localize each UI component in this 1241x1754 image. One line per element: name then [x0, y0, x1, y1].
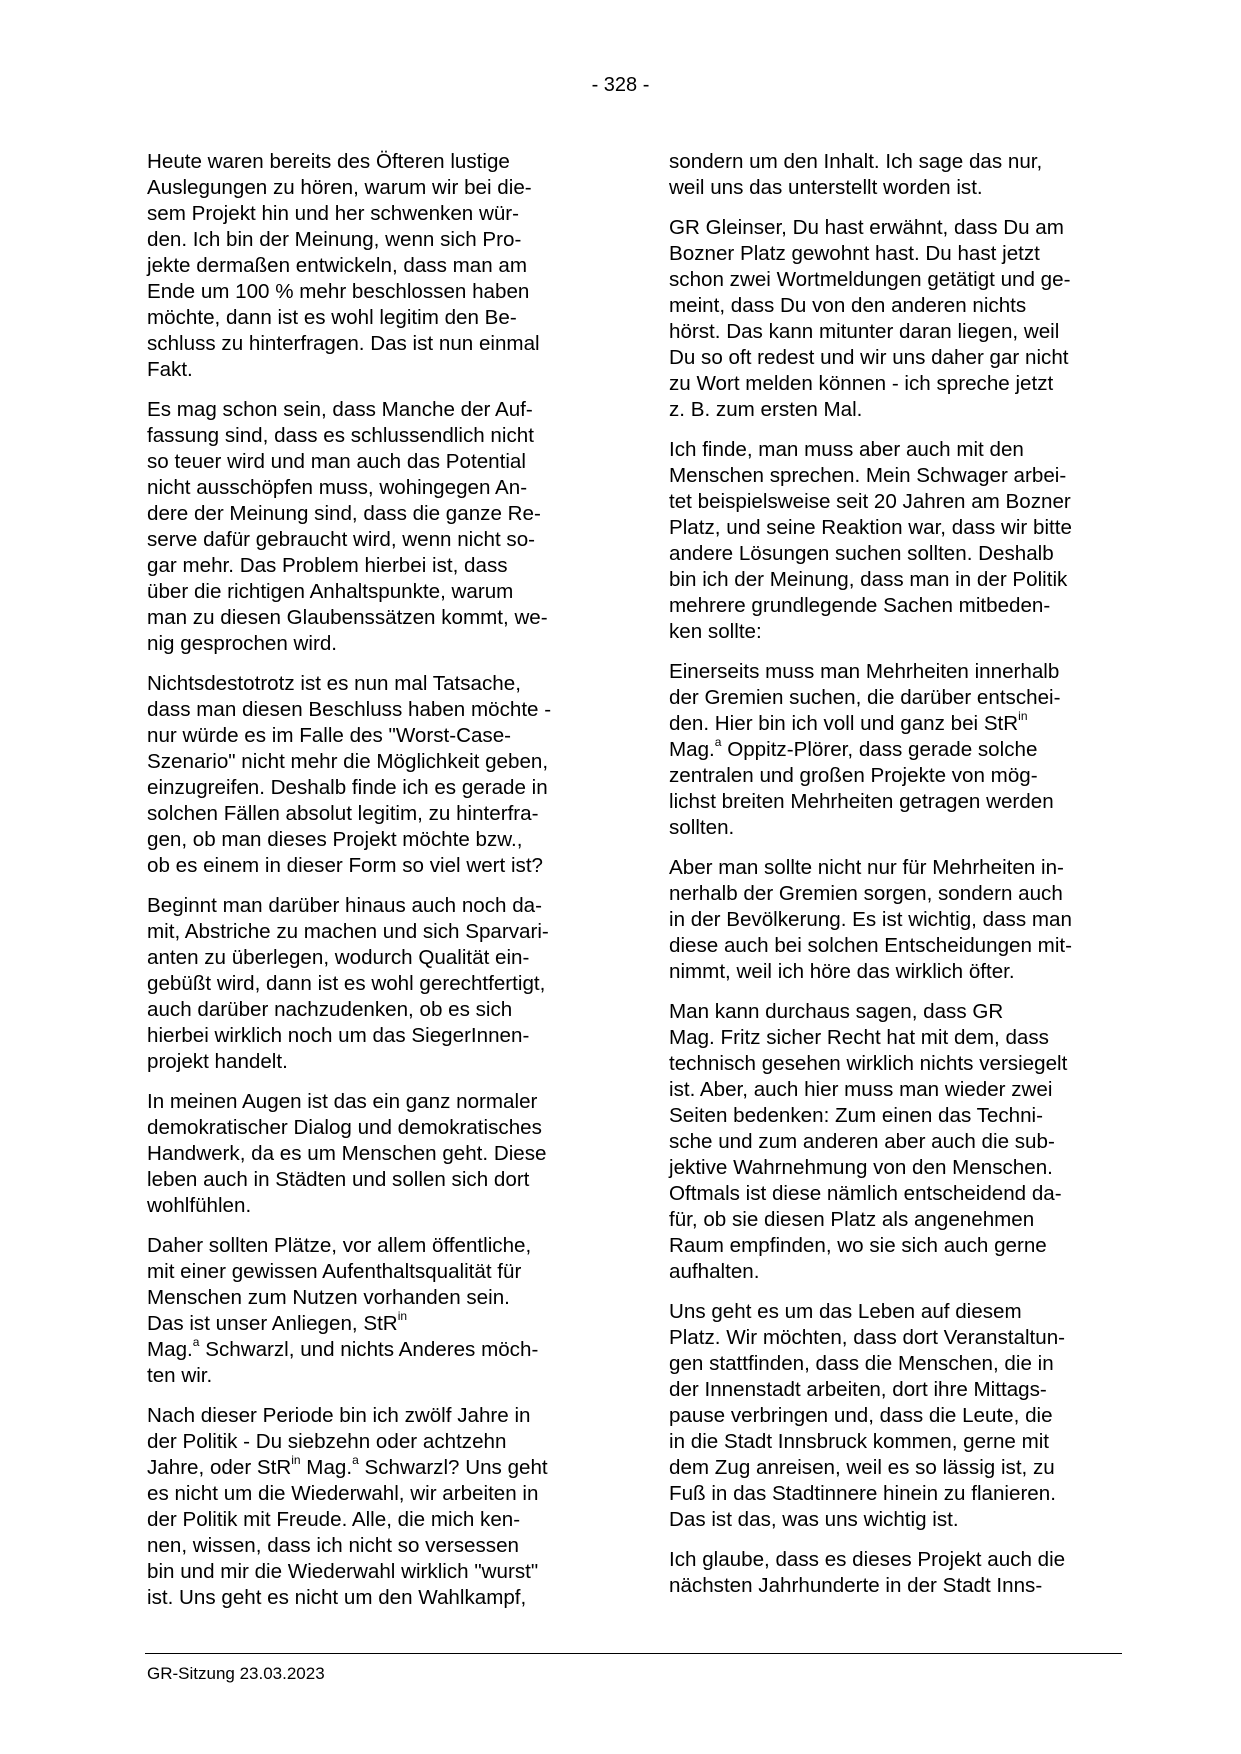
text-line: tet beispielsweise seit 20 Jahren am Bozner: [669, 490, 1071, 513]
text-line: Menschen sprechen. Mein Schwager arbei-: [669, 464, 1067, 487]
text-line: Man kann durchaus sagen, dass GR: [669, 1000, 1004, 1023]
text-line: Ende um 100 % mehr beschlossen haben: [147, 280, 530, 303]
text-line: sem Projekt hin und her schwenken wür-: [147, 202, 520, 225]
text-line: Platz. Wir möchten, dass dort Veranstaltun-: [669, 1326, 1066, 1349]
text-line: mit einer gewissen Aufenthaltsqualität für: [147, 1260, 522, 1283]
text-line: Seiten bedenken: Zum einen das Techni-: [669, 1104, 1043, 1127]
text-line: Einerseits muss man Mehrheiten innerhalb: [669, 660, 1060, 683]
text-line: [669, 737, 1121, 763]
text-line: technisch gesehen wirklich nichts versiegelt: [669, 1052, 1068, 1075]
superscript: a: [192, 1335, 200, 1350]
text-line: dass man diesen Beschluss haben möchte -: [147, 698, 552, 721]
text-line: Daher sollten Plätze, vor allem öffentliche,: [147, 1234, 532, 1257]
text-line: ken sollte:: [669, 620, 762, 643]
text-line: Menschen zum Nutzen vorhanden sein.: [147, 1286, 510, 1309]
text-line: anten zu überlegen, wodurch Qualität ein-: [147, 946, 530, 969]
text-line: so teuer wird und man auch das Potential: [147, 450, 526, 473]
text-line: dem Zug anreisen, weil es so lässig ist, zu: [669, 1456, 1055, 1479]
text-line: gebüßt wird, dann ist es wohl gerechtfertigt,: [147, 972, 546, 995]
text-line: Ich finde, man muss aber auch mit den: [669, 438, 1024, 461]
paragraph: [147, 397, 599, 657]
text-line: gen, ob man dieses Projekt möchte bzw.,: [147, 828, 523, 851]
text-line: der Politik mit Freude. Alle, die mich ken-: [147, 1508, 521, 1531]
text-line: jekte dermaßen entwickeln, dass man am: [147, 254, 528, 277]
text-line: Handwerk, da es um Menschen geht. Diese: [147, 1142, 547, 1165]
text-line: projekt handelt.: [147, 1050, 288, 1073]
text-run: Mag.: [147, 1338, 193, 1361]
text-line: der Politik - Du siebzehn oder achtzehn: [147, 1430, 507, 1453]
text-line: diese auch bei solchen Entscheidungen mit-: [669, 934, 1072, 957]
text-line: andere Lösungen suchen sollten. Deshalb: [669, 542, 1054, 565]
text-line: möchte, dann ist es wohl legitim den Be-: [147, 306, 517, 329]
text-line: Nach dieser Periode bin ich zwölf Jahre in: [147, 1404, 531, 1427]
text-line: sollten.: [669, 816, 735, 839]
text-run: Oppitz-Plörer, dass gerade solche: [721, 738, 1038, 761]
text-line: Raum empfinden, wo sie sich auch gerne: [669, 1234, 1047, 1257]
paragraph: [669, 999, 1121, 1285]
text-line: Fakt.: [147, 358, 193, 381]
text-line: schon zwei Wortmeldungen getätigt und ge-: [669, 268, 1071, 291]
paragraph: [147, 1089, 599, 1219]
text-line: leben auch in Städten und sollen sich dort: [147, 1168, 530, 1191]
text-run: Das ist unser Anliegen, StR: [147, 1312, 398, 1335]
text-line: [147, 1337, 599, 1363]
text-line: ist. Aber, auch hier muss man wieder zwei: [669, 1078, 1053, 1101]
text-line: nimmt, weil ich höre das wirklich öfter.: [669, 960, 1015, 983]
left-column: [147, 149, 599, 1625]
superscript: in: [1018, 709, 1028, 724]
text-line: zentralen und großen Projekte von mög-: [669, 764, 1038, 787]
text-line: Fuß in das Stadtinnere hinein zu flanieren.: [669, 1482, 1056, 1505]
text-line: den. Ich bin der Meinung, wenn sich Pro-: [147, 228, 522, 251]
text-line: hierbei wirklich noch um das SiegerInnen-: [147, 1024, 530, 1047]
text-line: serve dafür gebraucht wird, wenn nicht so-: [147, 528, 536, 551]
text-line: in der Bevölkerung. Es ist wichtig, dass man: [669, 908, 1072, 931]
paragraph: [669, 437, 1121, 645]
text-line: ten wir.: [147, 1364, 213, 1387]
text-line: wohlfühlen.: [147, 1194, 252, 1217]
superscript: in: [397, 1309, 408, 1324]
text-line: man zu diesen Glaubenssätzen kommt, we-: [147, 606, 548, 629]
text-line: nen, wissen, dass ich nicht so versessen: [147, 1534, 520, 1557]
paragraph: [669, 1547, 1121, 1599]
text-line: Nichtsdestotrotz ist es nun mal Tatsache,: [147, 672, 521, 695]
text-line: weil uns das unterstellt worden ist.: [669, 176, 983, 199]
text-line: Szenario" nicht mehr die Möglichkeit geben,: [147, 750, 549, 773]
text-line: bin und mir die Wiederwahl wirklich "wurst": [147, 1560, 539, 1583]
text-line: Auslegungen zu hören, warum wir bei die-: [147, 176, 532, 199]
text-line: zu Wort melden können - ich spreche jetzt: [669, 372, 1054, 395]
text-line: Platz, und seine Reaktion war, dass wir bitte: [669, 516, 1072, 539]
text-line: in die Stadt Innsbruck kommen, gerne mit: [669, 1430, 1050, 1453]
text-line: Du so oft redest und wir uns daher gar nicht: [669, 346, 1069, 369]
text-line: demokratischer Dialog und demokratisches: [147, 1116, 542, 1139]
text-line: mehrere grundlegende Sachen mitbeden-: [669, 594, 1051, 617]
text-line: Das ist das, was uns wichtig ist.: [669, 1508, 959, 1531]
page-number: - 328 -: [591, 74, 650, 96]
paragraph: [669, 215, 1121, 423]
text-line: auch darüber nachzudenken, ob es sich: [147, 998, 513, 1021]
text-line: nig gesprochen wird.: [147, 632, 338, 655]
text-line: hörst. Das kann mitunter daran liegen, weil: [669, 320, 1060, 343]
text-line: Uns geht es um das Leben auf diesem: [669, 1300, 1022, 1323]
text-line: jektive Wahrnehmung von den Menschen.: [669, 1156, 1053, 1179]
paragraph: [669, 149, 1121, 201]
text-line: Ich glaube, dass es dieses Projekt auch die: [669, 1548, 1066, 1571]
text-line: nur würde es im Falle des "Worst-Case-: [147, 724, 512, 747]
footer-session-date: GR-Sitzung 23.03.2023: [147, 1664, 325, 1683]
paragraph: [669, 659, 1121, 841]
text-line: für, ob sie diesen Platz als angenehmen: [669, 1208, 1035, 1231]
text-line: [147, 1311, 599, 1337]
text-line: nerhalb der Gremien sorgen, sondern auch: [669, 882, 1063, 905]
text-line: Mag. Fritz sicher Recht hat mit dem, dass: [669, 1026, 1049, 1049]
text-line: Heute waren bereits des Öfteren lustige: [147, 150, 510, 173]
text-line: nicht ausschöpfen muss, wohingegen An-: [147, 476, 528, 499]
text-line: Aber man sollte nicht nur für Mehrheiten in-: [669, 856, 1064, 879]
text-line: [147, 1455, 599, 1481]
paragraph: [147, 1403, 599, 1611]
right-column: [669, 149, 1121, 1613]
paragraph: [147, 149, 599, 383]
paragraph: [147, 1233, 599, 1389]
text-run: Jahre, oder StR: [147, 1456, 292, 1479]
text-run: den. Hier bin ich voll und ganz bei StR: [669, 712, 1019, 735]
text-line: [669, 711, 1121, 737]
text-run: Mag.: [669, 738, 715, 761]
text-line: meint, dass Du von den anderen nichts: [669, 294, 1027, 317]
text-line: ist. Uns geht es nicht um den Wahlkampf,: [147, 1586, 527, 1609]
text-line: gar mehr. Das Problem hierbei ist, dass: [147, 554, 508, 577]
paragraph: [669, 1299, 1121, 1533]
text-line: mit, Abstriche zu machen und sich Sparvari-: [147, 920, 549, 943]
superscript: in: [291, 1453, 301, 1468]
text-line: bin ich der Meinung, dass man in der Politik: [669, 568, 1068, 591]
text-line: fassung sind, dass es schlussendlich nicht: [147, 424, 534, 447]
text-line: sondern um den Inhalt. Ich sage das nur,: [669, 150, 1043, 173]
paragraph: [147, 893, 599, 1075]
text-line: einzugreifen. Deshalb finde ich es gerade in: [147, 776, 548, 799]
text-line: lichst breiten Mehrheiten getragen werden: [669, 790, 1054, 813]
text-line: sche und zum anderen aber auch die sub-: [669, 1130, 1055, 1153]
superscript: a: [352, 1453, 359, 1468]
text-line: GR Gleinser, Du hast erwähnt, dass Du am: [669, 216, 1064, 239]
text-line: Bozner Platz gewohnt hast. Du hast jetzt: [669, 242, 1040, 265]
paragraph: [669, 855, 1121, 985]
text-line: aufhalten.: [669, 1260, 760, 1283]
text-run: Schwarzl? Uns geht: [358, 1456, 548, 1479]
text-line: schluss zu hinterfragen. Das ist nun einmal: [147, 332, 540, 355]
text-line: nächsten Jahrhunderte in der Stadt Inns-: [669, 1574, 1043, 1597]
text-line: z. B. zum ersten Mal.: [669, 398, 863, 421]
superscript: a: [714, 735, 722, 750]
footer-divider: [145, 1653, 1122, 1654]
text-line: über die richtigen Anhaltspunkte, warum: [147, 580, 514, 603]
text-line: Beginnt man darüber hinaus auch noch da-: [147, 894, 542, 917]
text-line: Es mag schon sein, dass Manche der Auf-: [147, 398, 533, 421]
text-line: solchen Fällen absolut legitim, zu hinterfra-: [147, 802, 539, 825]
text-line: gen stattfinden, dass die Menschen, die in: [669, 1352, 1054, 1375]
text-line: der Gremien suchen, die darüber entschei-: [669, 686, 1061, 709]
text-line: Oftmals ist diese nämlich entscheidend da-: [669, 1182, 1062, 1205]
text-line: In meinen Augen ist das ein ganz normaler: [147, 1090, 538, 1113]
text-line: ob es einem in dieser Form so viel wert ist?: [147, 854, 544, 877]
paragraph: [147, 671, 599, 879]
text-run: Schwarzl, und nichts Anderes möch-: [199, 1338, 539, 1361]
text-line: es nicht um die Wiederwahl, wir arbeiten in: [147, 1482, 539, 1505]
text-line: pause verbringen und, dass die Leute, die: [669, 1404, 1053, 1427]
text-line: dere der Meinung sind, dass die ganze Re-: [147, 502, 541, 525]
text-run: Mag.: [300, 1456, 353, 1479]
text-line: der Innenstadt arbeiten, dort ihre Mittags-: [669, 1378, 1047, 1401]
